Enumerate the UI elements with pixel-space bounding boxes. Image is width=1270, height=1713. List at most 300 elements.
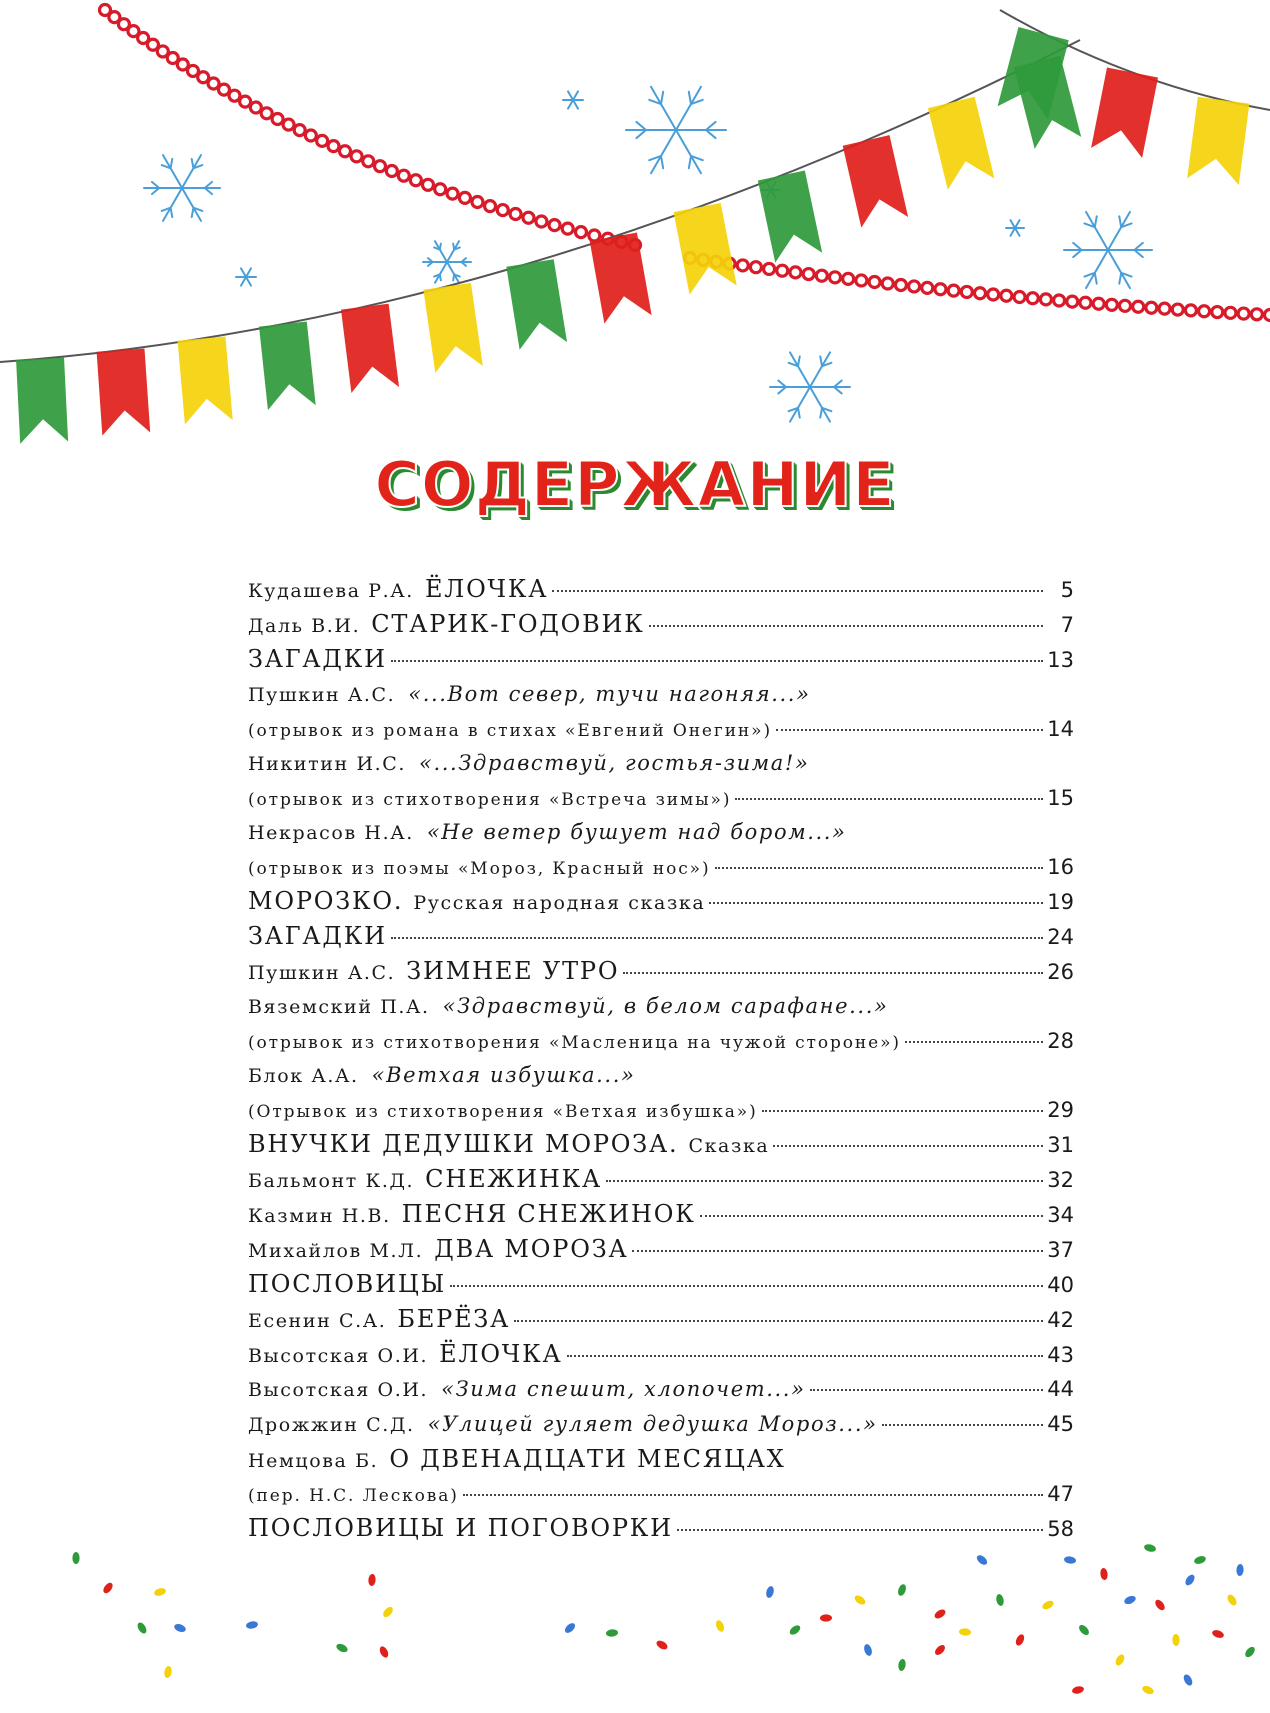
- confetti-dot: [933, 1608, 947, 1621]
- snowflake-branch: [636, 130, 646, 138]
- dot-leader: [810, 1389, 1043, 1391]
- snowflake-branch: [1073, 243, 1081, 250]
- snowflake-branch: [1073, 250, 1081, 257]
- confetti-dot: [975, 1553, 989, 1566]
- bead-garland-right: [685, 253, 1270, 321]
- bead: [410, 175, 421, 186]
- bead: [856, 275, 867, 286]
- bunting-flag: [758, 171, 822, 263]
- bead: [363, 156, 374, 167]
- toc-entry-line: [248, 884, 1074, 919]
- bead: [1067, 296, 1078, 307]
- confetti-dot: [1077, 1623, 1091, 1637]
- confetti-dot: [655, 1639, 669, 1651]
- dot-leader: [715, 867, 1043, 869]
- page-number: 7: [1060, 613, 1074, 637]
- toc-entry-line: [248, 746, 1074, 781]
- confetti-dot: [1184, 1573, 1197, 1587]
- bead: [589, 230, 600, 241]
- bead: [294, 125, 305, 136]
- snowflake-branch: [636, 122, 646, 130]
- entry-author: Высотская О.И.: [248, 1345, 429, 1367]
- bead: [816, 270, 827, 281]
- toc-entry-line: [248, 1442, 1074, 1477]
- entry-author: Вяземский П.А.: [248, 996, 430, 1018]
- snowflake-arm: [1011, 220, 1016, 228]
- confetti-dots: [72, 1543, 1256, 1696]
- confetti-dot: [1226, 1593, 1239, 1607]
- entry-genre: Сказка: [688, 1135, 770, 1157]
- bunting-flag: [423, 283, 482, 373]
- entry-title: СНЕЖИНКА: [425, 1165, 602, 1193]
- page-number: 19: [1047, 890, 1074, 914]
- snowflake-icon: [236, 268, 256, 285]
- confetti-dot: [1071, 1685, 1084, 1695]
- bunting-flag: [178, 336, 233, 424]
- bead: [830, 272, 841, 283]
- snowflake-arm: [573, 100, 578, 109]
- table-of-contents: [248, 572, 1074, 1546]
- entry-note: (Отрывок из стихотворения «Ветхая избушка»): [248, 1102, 758, 1122]
- bunting-flag: [259, 322, 316, 411]
- bead: [497, 205, 508, 216]
- toc-entry: [248, 677, 1074, 746]
- snowflake-icon: [626, 87, 726, 174]
- bead: [1014, 292, 1025, 303]
- snowflake-branch: [798, 408, 800, 418]
- toc-entry: [248, 1267, 1074, 1302]
- page-number: 40: [1047, 1273, 1074, 1297]
- snowflake-branch: [192, 159, 194, 168]
- bead: [750, 262, 761, 273]
- snowflake-branch: [689, 92, 691, 104]
- snowflake-icon: [144, 155, 220, 221]
- page-number: 31: [1047, 1133, 1074, 1157]
- confetti-dot: [335, 1642, 349, 1654]
- bead: [1265, 310, 1270, 321]
- page-number: 15: [1047, 786, 1074, 810]
- dot-leader: [776, 729, 1043, 731]
- bead: [351, 151, 362, 162]
- toc-entry-line: [248, 1337, 1074, 1372]
- entry-title: О ДВЕНАДЦАТИ МЕСЯЦАХ: [389, 1445, 786, 1473]
- snowflake-icon: [563, 91, 583, 108]
- entry-quote-title: «Ветхая избушка...»: [371, 1063, 636, 1087]
- bead: [1238, 308, 1249, 319]
- entry-author: Даль В.И.: [248, 615, 361, 637]
- entry-title: ПЕСНЯ СНЕЖИНОК: [401, 1200, 696, 1228]
- bead: [869, 276, 880, 287]
- bead: [1054, 295, 1065, 306]
- toc-entry-subline: [248, 712, 1074, 746]
- entry-title: ЗИМНЕЕ УТРО: [406, 957, 620, 985]
- entry-quote-title: «Улицей гуляет дедушка Мороз...»: [427, 1412, 878, 1436]
- confetti-dot: [853, 1594, 867, 1607]
- entry-title: ВНУЧКИ ДЕДУШКИ МОРОЗА.: [248, 1130, 679, 1158]
- bead: [1199, 306, 1210, 317]
- bead: [510, 208, 521, 219]
- toc-entry-subline: [248, 781, 1074, 815]
- snowflake-arm: [1015, 220, 1020, 228]
- bead: [975, 288, 986, 299]
- entry-title: ЁЛОЧКА: [439, 1340, 563, 1368]
- bead: [272, 113, 283, 124]
- entry-quote-title: «Зима спешит, хлопочет...»: [441, 1377, 806, 1401]
- entry-title: БЕРЁЗА: [397, 1305, 511, 1333]
- entry-note: (отрывок из стихотворения «Встреча зимы»): [248, 790, 732, 810]
- bead: [764, 263, 775, 274]
- confetti-dot: [788, 1623, 802, 1636]
- bead: [1133, 301, 1144, 312]
- confetti-dot: [1064, 1556, 1077, 1565]
- snowflake-branch: [1095, 216, 1097, 227]
- bead: [895, 279, 906, 290]
- confetti-dot: [820, 1614, 832, 1621]
- toc-entry: [248, 642, 1074, 677]
- bead: [803, 269, 814, 280]
- toc-entry: [248, 954, 1074, 989]
- confetti-dot: [606, 1629, 619, 1637]
- snowflake-branch: [171, 208, 173, 217]
- entry-quote-title: «Не ветер бушует над бором...»: [426, 820, 847, 844]
- bead: [240, 96, 251, 107]
- toc-entry: [248, 1302, 1074, 1337]
- toc-entry: [248, 815, 1074, 884]
- bead: [398, 170, 409, 181]
- toc-entry-line: [248, 1197, 1074, 1232]
- page-number: 42: [1047, 1308, 1074, 1332]
- confetti-dot: [933, 1643, 947, 1657]
- dot-leader: [677, 1529, 1043, 1531]
- entry-author: Михайлов М.Л.: [248, 1240, 424, 1262]
- confetti-dot: [863, 1643, 873, 1657]
- dot-leader: [905, 1041, 1043, 1043]
- snowflake-arm: [241, 277, 246, 286]
- confetti-dot: [714, 1619, 725, 1633]
- confetti-dot: [245, 1620, 258, 1629]
- dot-leader: [391, 660, 1043, 662]
- entry-author: Немцова Б.: [248, 1450, 379, 1472]
- confetti-dot: [898, 1659, 907, 1672]
- snowflake-branch: [192, 208, 194, 217]
- bead: [1212, 307, 1223, 318]
- toc-entry-subline: [248, 1093, 1074, 1127]
- page-title: СОДЕРЖАНИЕ: [374, 448, 896, 521]
- page-number: 58: [1047, 1517, 1074, 1541]
- entry-genre: Русская народная сказка: [413, 892, 706, 914]
- bunting-flag: [674, 203, 737, 295]
- bead: [790, 267, 801, 278]
- snowflake-branch: [1095, 273, 1097, 284]
- entry-author: Некрасов Н.А.: [248, 822, 414, 844]
- snowflake-branch: [1119, 216, 1121, 227]
- confetti-dot: [1114, 1653, 1126, 1667]
- bunting-flag: [590, 233, 652, 324]
- toc-entry-line: [248, 1162, 1074, 1197]
- toc-entry: [248, 919, 1074, 954]
- entry-title: ЁЛОЧКА: [424, 575, 549, 603]
- bead: [485, 201, 496, 212]
- bunting-flag: [928, 97, 994, 190]
- bead: [1080, 297, 1091, 308]
- toc-entry: [248, 1162, 1074, 1197]
- snowflake-branch: [798, 356, 800, 366]
- bunting-flag: [97, 349, 151, 436]
- snowflake-icon: [1006, 220, 1024, 236]
- snowflake-branch: [820, 356, 822, 366]
- entry-title: МОРОЗКО.: [248, 887, 404, 915]
- bead: [1146, 302, 1157, 313]
- bead: [386, 165, 397, 176]
- bead: [422, 179, 433, 190]
- snowflake-arm: [568, 91, 573, 100]
- confetti-dot: [1041, 1599, 1055, 1611]
- confetti-dot: [72, 1552, 79, 1564]
- confetti-dot: [368, 1574, 376, 1587]
- confetti-dot: [1153, 1598, 1166, 1612]
- snowflake-icon: [770, 352, 850, 421]
- page-number: 28: [1047, 1029, 1074, 1053]
- dot-leader: [623, 972, 1043, 974]
- dot-leader: [762, 1110, 1043, 1112]
- dot-leader: [391, 937, 1043, 939]
- entry-author: Кудашева Р.А.: [248, 580, 414, 602]
- page-number: 14: [1047, 717, 1074, 741]
- snowflake-branch: [171, 159, 173, 168]
- confetti-dot: [1014, 1633, 1026, 1647]
- toc-entry-subline: [248, 1024, 1074, 1058]
- bead: [1172, 304, 1183, 315]
- confetti-dot: [995, 1593, 1005, 1606]
- snowflake-branch: [1134, 250, 1142, 257]
- bunting-flag: [341, 304, 399, 393]
- bead: [1093, 298, 1104, 309]
- bunting-flag: [16, 358, 68, 444]
- bead: [1225, 307, 1236, 318]
- bead: [882, 278, 893, 289]
- page-number: 44: [1047, 1377, 1074, 1401]
- bead: [250, 102, 261, 113]
- bunting-flag: [1187, 97, 1249, 185]
- confetti-dot: [563, 1621, 577, 1634]
- bead: [562, 223, 573, 234]
- snowflake-branch: [706, 130, 716, 138]
- toc-entry-line: [248, 954, 1074, 989]
- toc-entry-line: [248, 572, 1074, 607]
- dot-leader: [649, 625, 1043, 627]
- bead: [1001, 290, 1012, 301]
- bead: [435, 184, 446, 195]
- page-number: 26: [1047, 960, 1074, 984]
- confetti-dot: [102, 1581, 115, 1595]
- toc-entry-line: [248, 642, 1074, 677]
- page-number: 32: [1047, 1168, 1074, 1192]
- toc-entry-line: [248, 989, 1074, 1024]
- snowflake-icon: [423, 241, 471, 283]
- confetti-dot: [1141, 1684, 1155, 1695]
- confetti-dot: [1123, 1594, 1137, 1605]
- bunting-flags-main: [16, 56, 1081, 444]
- bead: [283, 119, 294, 130]
- bead: [1251, 309, 1262, 320]
- toc-entry: [248, 1442, 1074, 1511]
- confetti-dot: [153, 1587, 167, 1597]
- bunting-flag: [1091, 67, 1158, 158]
- confetti-dot: [136, 1621, 148, 1635]
- confetti-dot: [959, 1628, 971, 1636]
- dot-leader: [552, 590, 1043, 592]
- bead: [935, 284, 946, 295]
- bead: [261, 108, 272, 119]
- snowflake-branch: [661, 92, 663, 104]
- page-number: 13: [1047, 648, 1074, 672]
- page-number: 37: [1047, 1238, 1074, 1262]
- bead: [737, 260, 748, 271]
- toc-entry: [248, 1511, 1074, 1546]
- snowflake-branch: [689, 156, 691, 168]
- entry-author: Бальмонт К.Д.: [248, 1170, 415, 1192]
- bead: [374, 161, 385, 172]
- entry-note: (пер. Н.С. Лескова): [248, 1486, 459, 1506]
- confetti-dot: [1243, 1645, 1256, 1659]
- confetti-dot: [1193, 1555, 1207, 1566]
- snowflake-branch: [440, 274, 441, 280]
- confetti-dot: [381, 1605, 394, 1619]
- confetti-dot: [378, 1645, 390, 1659]
- page-number: 5: [1060, 578, 1074, 602]
- bead: [549, 220, 560, 231]
- toc-entry-line: [248, 1407, 1074, 1442]
- bead: [988, 289, 999, 300]
- bead: [1120, 300, 1131, 311]
- snowflake-arm: [241, 268, 246, 277]
- dot-leader: [700, 1215, 1043, 1217]
- toc-entry: [248, 1337, 1074, 1372]
- toc-entry-line: [248, 1058, 1074, 1093]
- bead: [1159, 303, 1170, 314]
- toc-entry-subline: [248, 850, 1074, 884]
- page-number: 24: [1047, 925, 1074, 949]
- entry-note: (отрывок из поэмы «Мороз, Красный нос»): [248, 859, 711, 879]
- entry-quote-title: «Здравствуй, в белом сарафане...»: [442, 994, 889, 1018]
- confetti-dot: [163, 1665, 172, 1678]
- toc-entry: [248, 1232, 1074, 1267]
- toc-entry-line: [248, 1511, 1074, 1546]
- bead: [948, 285, 959, 296]
- entry-note: (отрывок из романа в стихах «Евгений Онегин»): [248, 721, 772, 741]
- entry-author: Блок А.А.: [248, 1065, 359, 1087]
- bunting-flag: [506, 259, 567, 350]
- page-number: 34: [1047, 1203, 1074, 1227]
- bead: [536, 216, 547, 227]
- toc-entry-line: [248, 677, 1074, 712]
- bead: [340, 146, 351, 157]
- confetti-dot: [1172, 1634, 1180, 1646]
- toc-entry: [248, 746, 1074, 815]
- toc-entry: [248, 1407, 1074, 1442]
- entry-title: ЗАГАДКИ: [248, 645, 387, 673]
- confetti-dot: [1143, 1543, 1156, 1553]
- toc-entry-subline: [248, 1477, 1074, 1511]
- toc-entry: [248, 884, 1074, 919]
- entry-title: ЗАГАДКИ: [248, 922, 387, 950]
- bead: [328, 141, 339, 152]
- toc-entry-line: [248, 1127, 1074, 1162]
- bunting-flag: [843, 135, 908, 228]
- toc-entry-line: [248, 919, 1074, 954]
- confetti-dot: [1182, 1673, 1194, 1687]
- toc-entry-line: [248, 1267, 1074, 1302]
- snowflake-arm: [568, 100, 573, 109]
- dot-leader: [463, 1494, 1043, 1496]
- toc-entry-line: [248, 1302, 1074, 1337]
- toc-entry-line: [248, 815, 1074, 850]
- entry-author: Пушкин А.С.: [248, 684, 396, 706]
- page-number: 16: [1047, 855, 1074, 879]
- entry-title: ПОСЛОВИЦЫ: [248, 1270, 446, 1298]
- toc-entry-line: [248, 1232, 1074, 1267]
- snowflake-icon: [1064, 212, 1152, 288]
- bead: [459, 192, 470, 203]
- confetti-dot: [1100, 1568, 1109, 1581]
- dot-leader: [606, 1180, 1043, 1182]
- page-number: 47: [1047, 1482, 1074, 1506]
- entry-author: Казмин Н.В.: [248, 1205, 391, 1227]
- entry-author: Пушкин А.С.: [248, 962, 396, 984]
- dot-leader: [632, 1250, 1043, 1252]
- snowflake-arm: [246, 268, 251, 277]
- bead: [909, 281, 920, 292]
- entry-author: Никитин И.С.: [248, 753, 407, 775]
- toc-entry: [248, 1058, 1074, 1127]
- snowflake-branch: [820, 408, 822, 418]
- toc-entry-line: [248, 607, 1074, 642]
- entry-quote-title: «...Вот север, тучи нагоняя...»: [408, 682, 811, 706]
- toc-entry: [248, 1197, 1074, 1232]
- bead: [575, 227, 586, 238]
- entry-author: Дрожжин С.Д.: [248, 1414, 415, 1436]
- bead: [305, 130, 316, 141]
- confetti-dot: [897, 1583, 908, 1597]
- bead-garland-top: [100, 5, 641, 251]
- toc-entry: [248, 572, 1074, 607]
- bead: [447, 188, 458, 199]
- snowflake-arm: [246, 277, 251, 286]
- snowflake-arm: [573, 91, 578, 100]
- entry-author: Высотская О.И.: [248, 1379, 429, 1401]
- toc-entry-line: [248, 1372, 1074, 1407]
- bead: [317, 135, 328, 146]
- snowflake-branch: [1134, 243, 1142, 250]
- entry-note: (отрывок из стихотворения «Масленица на чужой стороне»): [248, 1033, 901, 1053]
- confetti-dot: [765, 1585, 775, 1598]
- bead: [472, 197, 483, 208]
- entry-title: СТАРИК-ГОДОВИК: [371, 610, 645, 638]
- page-number: 43: [1047, 1343, 1074, 1367]
- entry-title: ДВА МОРОЗА: [434, 1235, 629, 1263]
- toc-entry: [248, 607, 1074, 642]
- page-number: 45: [1047, 1412, 1074, 1436]
- bead: [1185, 305, 1196, 316]
- snowflake-arm: [1015, 228, 1020, 236]
- bead: [1106, 299, 1117, 310]
- snowflake-branch: [1119, 273, 1121, 284]
- bead: [961, 286, 972, 297]
- dot-leader: [882, 1424, 1043, 1426]
- snowflake-branch: [706, 122, 716, 130]
- dot-leader: [514, 1320, 1043, 1322]
- page-number: 29: [1047, 1098, 1074, 1122]
